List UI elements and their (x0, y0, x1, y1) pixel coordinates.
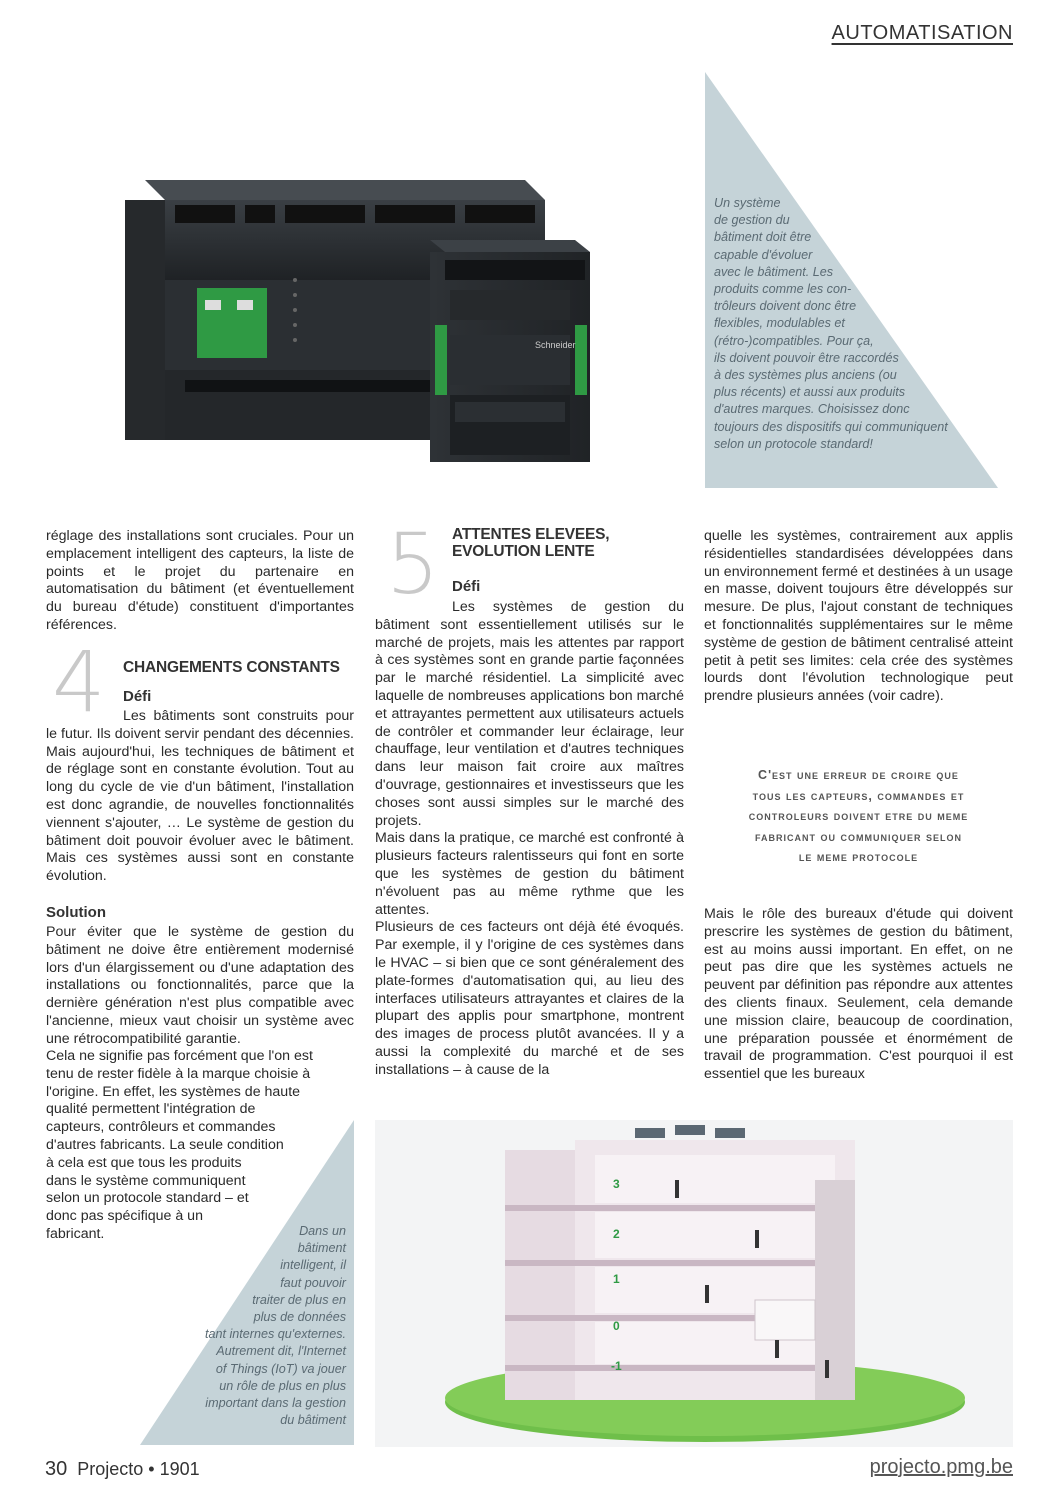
solution-line: selon un protocole standard – et (46, 1190, 249, 1207)
column-2 (375, 599, 684, 1080)
sidebar-bottom-line: of Things (IoT) va jouer (215, 1361, 346, 1376)
sidebar-top-line: trôleurs doivent donc être (714, 299, 857, 314)
sidebar-bottom-line: Dans un (299, 1224, 346, 1238)
sidebar-top-line: selon un protocole standard! (714, 436, 873, 451)
solution-line: d'autres fabricants. La seule condition (46, 1136, 284, 1153)
floor-label-minus1: -1 (611, 1359, 622, 1373)
section-4-text: Les bâtiments sont construits pour le futur. Ils doivent servir pendant des décennies. Mais aujourd'hui, les techniques de bâtiment et de réglage sont en constante évolution. Tout au long du cycle de vie d'un bâtiment, l'installation est donc agrandie, de nouvelles fonctionnalités viennent s'ajouter, … Le système de gestion du bâtiment doit pouvoir évoluer avec le bâtiment. Mais ces systèmes aussi sont en constante évolution. (46, 708, 354, 885)
brand-logo-text: Schneider (535, 340, 576, 350)
solution-line: tenu de rester fidèle à la marque choisie à (46, 1065, 311, 1082)
footer-url-link[interactable]: projecto.pmg.be (869, 1456, 1013, 1478)
sidebar-bottom-line: plus de données (253, 1310, 346, 1325)
sidebar-top-text (714, 195, 1004, 453)
sidebar-top-line: capable d'évoluer (714, 247, 813, 262)
pull-quote-line: C'est une erreur de croire que (758, 768, 959, 782)
floor-label-2: 2 (613, 1227, 620, 1241)
sidebar-top-line: toujours des dispositifs qui communiquent (714, 419, 948, 434)
footer-left (45, 1458, 200, 1481)
sidebar-bottom-line: tant internes qu'externes. (204, 1327, 346, 1342)
column-3 (704, 528, 1013, 706)
sidebar-top-line: ils doivent pouvoir être raccordés (714, 350, 899, 365)
sidebar-bottom-line: faut pouvoir (280, 1275, 346, 1290)
page-number: 30 (45, 1458, 68, 1480)
smart-building-illustration (375, 1120, 1013, 1447)
pull-quote (704, 765, 1013, 868)
col1-intro: réglage des installations sont cruciales. Pour un emplacement intelligent des capteurs, la liste de points et le projet du partenaire en automatisation du bâtiment (et éventuellement du bureau d'étude) constituent d'importantes références. (46, 528, 354, 633)
sidebar-bottom-line: traiter de plus en (252, 1292, 346, 1307)
sidebar-top-line: (rétro-)compatibles. Pour ça, (714, 333, 874, 348)
col2-p2: Mais dans la pratique, ce marché est confronté à plusieurs facteurs ralentisseurs qui font en sorte que les systèmes de gestion du bâtiment n'évoluent pas au même rythme que les attentes. (375, 830, 684, 918)
sidebar-top-line: d'autres marques. Choisissez donc (714, 402, 910, 417)
column-3-b (704, 906, 1013, 1084)
controller-product-image (105, 140, 705, 490)
column-1 (46, 528, 354, 635)
col3-p1: quelle les systèmes, contrairement aux applis résidentielles standardisées développées dans un environnement fermé et destinées à un usage en masse, doivent toujours être développés sur mesure. De plus, l'ajout constant de techniques et fonctionnalités supplémentaires sur le même système de gestion de bâtiment centralisé atteint petit à petit ses limites: cela crée des systèmes lourds dont l'évolution technologique peut prendre plusieurs années (voir cadre). (704, 528, 1013, 705)
floor-label-0: 0 (613, 1319, 620, 1333)
pull-quote-line: fabricant ou communiquer selon (755, 829, 962, 844)
sidebar-top-line: Un système (714, 196, 781, 210)
pull-quote-line: le meme protocole (798, 850, 919, 864)
solution-line: qualité permettent l'intégration de (46, 1101, 256, 1118)
section-title: AUTOMATISATION (831, 22, 1013, 44)
sidebar-top-line: à des systèmes plus anciens (ou (714, 368, 897, 383)
solution-line: fabricant. (46, 1225, 105, 1242)
section-5-title: ATTENTES ELEVEES, EVOLUTION LENTE (452, 526, 610, 560)
sidebar-bottom-line: Autrement dit, l'Internet (216, 1344, 346, 1359)
pull-quote-line: controleurs doivent etre du meme (748, 809, 969, 823)
sidebar-top-line: de gestion du (714, 213, 790, 228)
solution-line: à cela est que tous les produits (46, 1154, 242, 1171)
sidebar-bottom-line: intelligent, il (280, 1258, 346, 1273)
sidebar-top-line: bâtiment doit être (714, 230, 812, 245)
solution-line: Cela ne signifie pas forcément que l'on est (46, 1048, 313, 1064)
sidebar-top-line: flexibles, modulables et (714, 316, 845, 331)
section-4-title: CHANGEMENTS CONSTANTS (123, 659, 340, 676)
col2-p1: Les systèmes de gestion du bâtiment sont essentiellement utilisés sur le marché de projets, mais les attentes par rapport à ces systèmes sont en grande partie façonnées par le marché résidentiel. La simplicité avec laquelle de nombreuses applications bon marché et attrayantes permettent aux utilisateurs actuels de contrôler et commander leur éclairage, leur chauffage, leur ventilation et d'autres techniques dans leur maison fait croire aux maîtres d'ouvrage, gestionnaires et investisseurs que les choses sont aussi simples sur le marché des projets. (375, 599, 684, 829)
floor-label-3: 3 (613, 1177, 620, 1191)
col2-p3: Plusieurs de ces facteurs ont déjà été évoqués. Par exemple, il y l'origine de ces systèmes dans le HVAC – si bien que ce sont généralement des plate-formes d'automatisation qui, au lieu des interfaces utilisateurs attrayantes et claires de la plupart des applis pour smartphone, montrent des images de process plutôt avancées. Il y a aussi la complexité du marché et de ses installations – à cause de la (375, 919, 684, 1078)
pull-quote-line: tous les capteurs, commandes et (752, 788, 965, 803)
sidebar-top-line: produits comme les con- (714, 282, 852, 297)
col3-p2: Mais le rôle des bureaux d'étude qui doivent prescrire les systèmes de gestion du bâtiment, est au moins aussi important. En effet, on ne peut pas dire que les systèmes actuels ne peuvent par définition pas répondre aux attentes des clients finaux. Seulement, cela demande une mission claire, beaucoup de coordination, une préparation poussée et énormément de travail de programmation. C'est pourquoi il est essentiel que les bureaux (704, 906, 1013, 1083)
section-5-subtitle: Défi (452, 578, 481, 595)
sidebar-bottom-line: du bâtiment (280, 1413, 346, 1428)
sidebar-bottom-line: un rôle de plus en plus (219, 1378, 346, 1393)
solution-line: capteurs, contrôleurs et commandes (46, 1119, 276, 1136)
floor-label-1: 1 (613, 1272, 620, 1286)
solution-line: dans le système communiquent (46, 1172, 246, 1189)
solution-line: l'origine. En effet, les systèmes de haute (46, 1083, 301, 1100)
solution-title: Solution (46, 904, 106, 921)
section-5-number: 5 (386, 515, 440, 613)
magazine-issue: Projecto • 1901 (77, 1459, 200, 1479)
sidebar-bottom-line: bâtiment (297, 1241, 346, 1256)
section-4-subtitle: Défi (123, 688, 152, 705)
sidebar-top-line: avec le bâtiment. Les (714, 264, 834, 279)
solution-text: Pour éviter que le système de gestion du bâtiment ne doive être entièrement modernisé lors d'un élargissement ou d'une adaptation des installations ou fonctionnalités, parce que la dernière génération n'est plus compatible avec l'ancienne, mieux vaut choisir un système avec une rétrocompatibilité garantie. (46, 924, 354, 1047)
sidebar-bottom-text (150, 1223, 346, 1429)
small-controller-unit (430, 240, 590, 462)
sidebar-bottom-line: important dans la gestion (205, 1396, 346, 1411)
solution-line: donc pas spécifique à un (46, 1208, 203, 1225)
section-4-number: 4 (52, 633, 106, 731)
sidebar-top-line: plus récents) et aussi aux produits (714, 385, 906, 400)
